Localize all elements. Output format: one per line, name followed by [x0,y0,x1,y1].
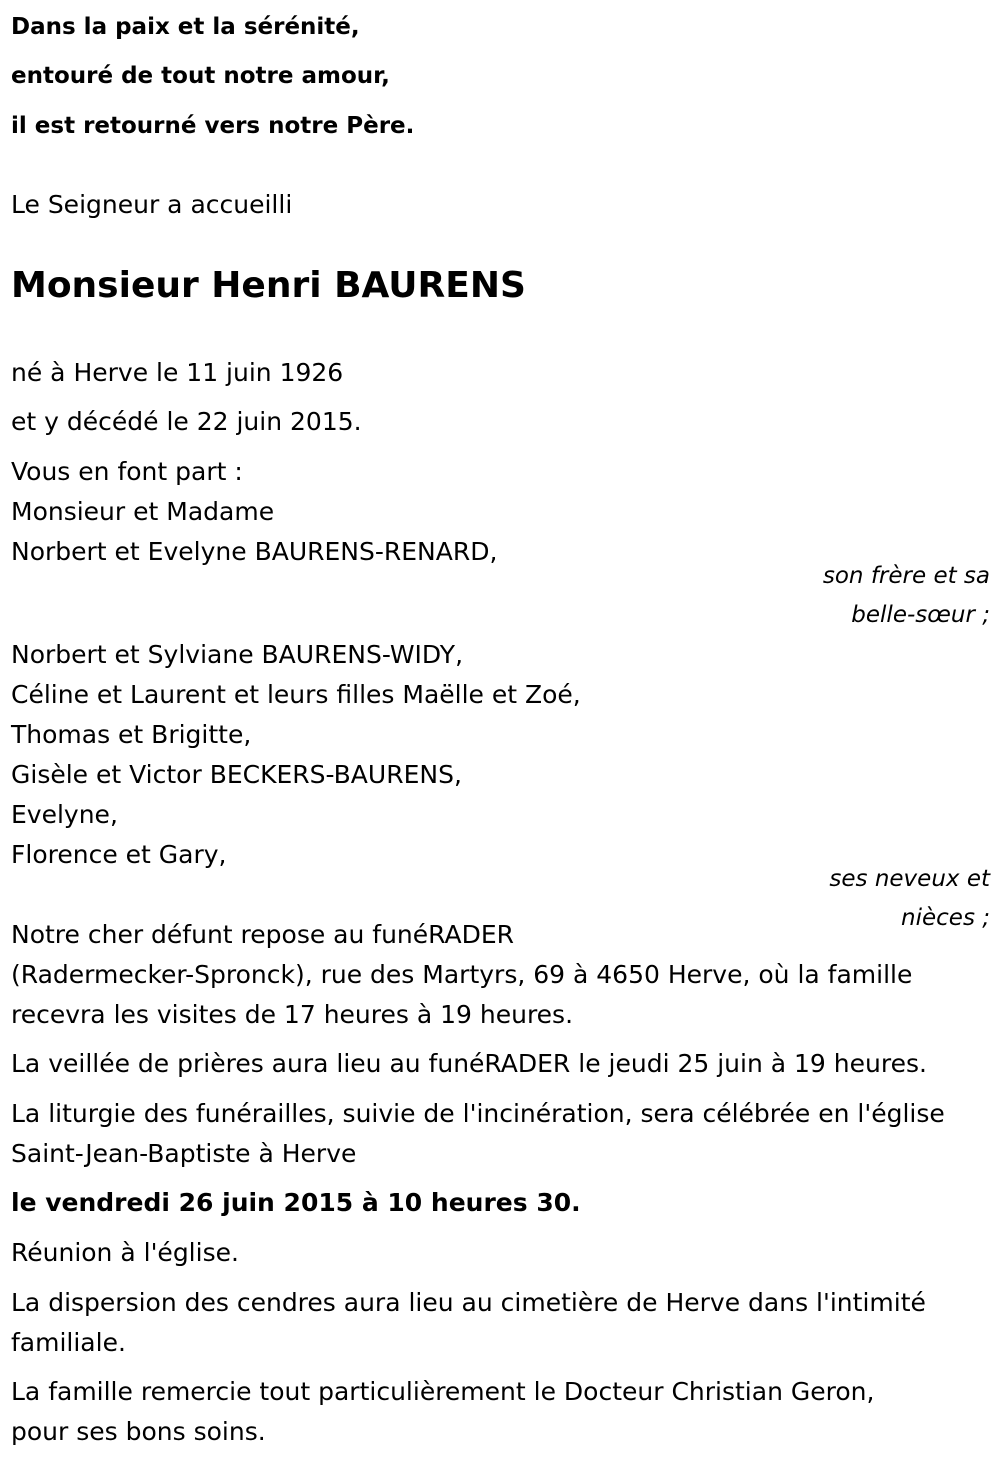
dispersion-line: familiale. [11,1328,126,1357]
family-line: Evelyne, [11,800,118,829]
family-line: Florence et Gary, [11,840,227,869]
family-line: Gisèle et Victor BECKERS-BAURENS, [11,760,462,789]
death-line: et y décédé le 22 juin 2015. [11,407,362,436]
family-line: Monsieur et Madame [11,497,275,526]
deceased-name: Monsieur Henri BAURENS [11,265,526,306]
meeting-line: Réunion à l'église. [11,1238,239,1267]
family-line: Thomas et Brigitte, [11,720,252,749]
family-line: Céline et Laurent et leurs filles Maëlle et Zoé, [11,680,581,709]
vigil-line: La veillée de prières aura lieu au funéRADER le jeudi 25 juin à 19 heures. [11,1049,927,1078]
announce-line: Vous en font part : [11,457,243,486]
funeral-date: le vendredi 26 juin 2015 à 10 heures 30. [11,1188,581,1217]
relation-label: son frère et sa [822,563,990,589]
birth-line: né à Herve le 11 juin 1926 [11,358,344,387]
relation-label: belle-sœur ; [851,602,990,628]
relation-label: nièces ; [901,905,990,931]
intro-line-3: il est retourné vers notre Père. [11,113,415,139]
welcome-text: Le Seigneur a accueilli [11,190,293,219]
relation-label: ses neveux et [829,866,990,892]
repose-line: Notre cher défunt repose au funéRADER [11,920,515,949]
repose-line: recevra les visites de 17 heures à 19 heures. [11,1000,574,1029]
intro-line-2: entouré de tout notre amour, [11,63,390,89]
family-line: Norbert et Sylviane BAURENS-WIDY, [11,640,464,669]
liturgy-line: La liturgie des funérailles, suivie de l'incinération, sera célébrée en l'église [11,1099,945,1128]
intro-line-1: Dans la paix et la sérénité, [11,14,360,40]
repose-line: (Radermecker-Spronck), rue des Martyrs, 69 à 4650 Herve, où la famille [11,960,913,989]
thanks-line: La famille remercie tout particulièrement le Docteur Christian Geron, [11,1377,875,1406]
family-line: Norbert et Evelyne BAURENS-RENARD, [11,537,498,566]
liturgy-line: Saint-Jean-Baptiste à Herve [11,1139,357,1168]
thanks-line: pour ses bons soins. [11,1417,266,1446]
dispersion-line: La dispersion des cendres aura lieu au cimetière de Herve dans l'intimité [11,1288,926,1317]
